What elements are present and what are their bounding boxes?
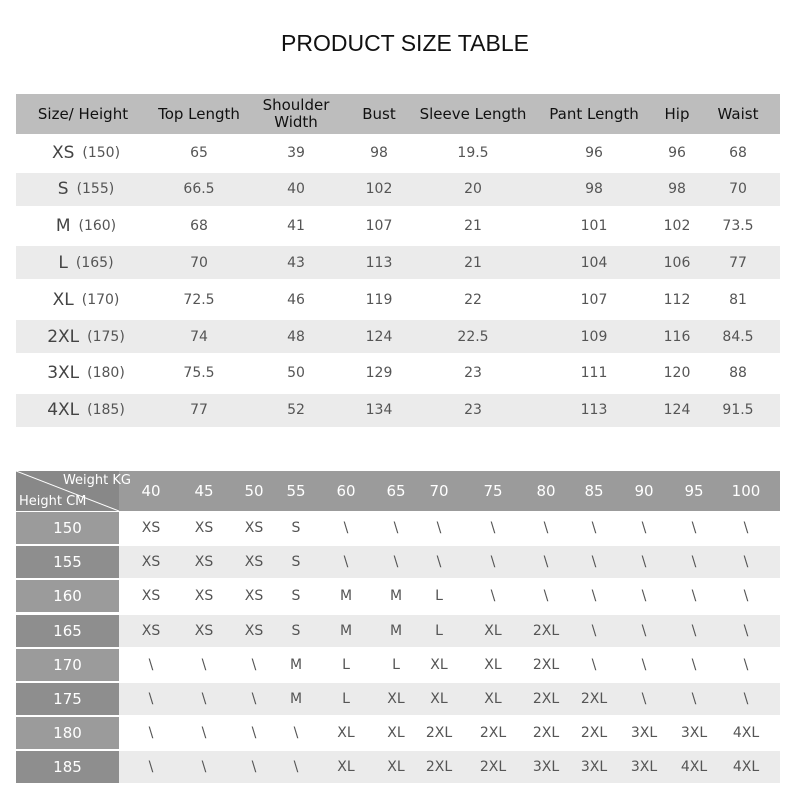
size-cell: \	[591, 520, 597, 536]
table-row	[16, 173, 780, 206]
size-cell: \	[490, 520, 496, 536]
size-name: M	[55, 216, 71, 237]
size-cell: \	[641, 520, 647, 536]
table-row	[16, 717, 780, 749]
weight-column-header: 40	[141, 482, 161, 500]
size-cell: XL	[337, 725, 355, 742]
table-cell: 46	[287, 291, 305, 308]
table-row	[16, 512, 780, 544]
size-cell: XS	[244, 520, 264, 536]
table-cell: 109	[580, 328, 608, 345]
size-cell: \	[691, 691, 697, 707]
weight-column-header: 65	[386, 482, 406, 500]
table-cell: 101	[580, 218, 608, 235]
size-cell: XS	[194, 622, 214, 639]
size-cell: 3XL	[630, 725, 658, 742]
size-cell: \	[201, 725, 207, 742]
size-cell: \	[148, 759, 154, 776]
size-cell: 3XL	[630, 759, 658, 776]
table-cell: 112	[663, 291, 691, 308]
weight-column-header: 55	[286, 482, 306, 500]
size-height: (175)	[87, 328, 125, 345]
table-cell: 84.5	[722, 328, 754, 345]
size-cell: S	[291, 520, 301, 536]
table-row	[16, 136, 780, 169]
weight-column-header: 80	[536, 482, 556, 500]
size-cell: \	[691, 520, 697, 536]
table-cell: 98	[370, 144, 388, 161]
size-cell: \	[490, 554, 496, 571]
size-cell: \	[201, 691, 207, 707]
size-cell: 2XL	[479, 725, 507, 742]
table-row	[16, 320, 780, 353]
height-row-header: 185	[16, 751, 119, 783]
table-cell: 72.5	[183, 291, 215, 308]
size-cell: \	[641, 622, 647, 639]
size-height: (170)	[81, 291, 120, 308]
size-cell: XS	[194, 588, 214, 605]
height-row-header: 180	[16, 717, 119, 749]
table-cell: 124	[663, 402, 691, 419]
table-cell: 21	[464, 254, 482, 271]
size-cell: L	[392, 656, 400, 673]
size-cell: L	[435, 622, 443, 639]
size-cell: 4XL	[732, 759, 760, 776]
height-row-header: 170	[16, 649, 119, 681]
size-cell: \	[591, 622, 597, 639]
size-cell: \	[343, 554, 349, 571]
table-row	[16, 210, 780, 243]
size-cell: XL	[337, 759, 355, 776]
size-cell: 2XL	[532, 622, 560, 639]
size-cell: \	[148, 725, 154, 742]
table-cell: 75.5	[183, 365, 215, 382]
size-cell: \	[743, 656, 749, 673]
size-cell: 2XL	[425, 725, 453, 742]
size-cell: XL	[484, 691, 502, 707]
size-label-cell	[16, 394, 156, 427]
column-header: Hip	[664, 104, 690, 123]
size-cell: XL	[484, 622, 502, 639]
size-name: XL	[52, 289, 74, 310]
size-name: S	[57, 179, 69, 200]
size-cell: 2XL	[580, 725, 608, 742]
size-height: (185)	[87, 402, 125, 419]
height-row-header: 175	[16, 683, 119, 715]
table-cell: 68	[190, 218, 208, 235]
size-cell: XL	[387, 691, 405, 707]
table-row	[16, 546, 780, 578]
size-cell: M	[339, 622, 353, 639]
size-cell: \	[343, 520, 349, 536]
size-cell: 2XL	[532, 656, 560, 673]
weight-column-header: 50	[244, 482, 264, 500]
size-cell: \	[436, 554, 442, 571]
table-cell: 68	[729, 144, 747, 161]
size-cell: \	[591, 656, 597, 673]
size-label-cell	[16, 173, 156, 206]
size-cell: \	[293, 759, 299, 776]
size-name: 4XL	[47, 400, 80, 421]
size-cell: S	[291, 554, 301, 571]
size-cell: \	[743, 622, 749, 639]
table-cell: 81	[729, 291, 747, 308]
table-cell: 96	[585, 144, 603, 161]
table-cell: 70	[729, 181, 747, 198]
table-cell: 66.5	[183, 181, 215, 198]
size-height: (160)	[78, 218, 117, 235]
size-name: L	[58, 252, 68, 273]
table-cell: 107	[580, 291, 608, 308]
table-cell: 22.5	[457, 328, 489, 345]
table-cell: 40	[287, 181, 305, 198]
size-cell: 2XL	[580, 691, 608, 707]
size-cell: S	[291, 588, 301, 605]
size-cell: XS	[141, 588, 161, 605]
size-cell: \	[490, 588, 496, 605]
size-cell: \	[251, 759, 257, 776]
size-cell: \	[641, 656, 647, 673]
size-cell: \	[436, 520, 442, 536]
height-axis-label: Height CM	[19, 494, 87, 509]
column-header: Shoulder Width	[262, 96, 330, 131]
column-header: Bust	[362, 104, 396, 123]
table-cell: 22	[464, 291, 482, 308]
table-row	[16, 580, 780, 612]
size-cell: XS	[244, 554, 264, 571]
size-cell: 3XL	[680, 725, 708, 742]
weight-column-header: 95	[684, 482, 704, 500]
size-cell: S	[291, 622, 301, 639]
size-cell: XL	[430, 691, 448, 707]
table-row	[16, 683, 780, 715]
table-row	[16, 394, 780, 427]
size-cell: XL	[387, 725, 405, 742]
column-header: Pant Length	[549, 104, 639, 123]
size-cell: \	[641, 588, 647, 605]
size-cell: XS	[141, 622, 161, 639]
size-cell: \	[148, 656, 154, 673]
table-row	[16, 246, 780, 279]
size-cell: XS	[244, 622, 264, 639]
column-header: Size/ Height	[37, 104, 129, 123]
size-cell: 2XL	[425, 759, 453, 776]
weight-column-header: 90	[634, 482, 654, 500]
table-cell: 106	[663, 254, 691, 271]
table-cell: 41	[287, 218, 305, 235]
table-cell: 104	[580, 254, 608, 271]
size-cell: \	[251, 656, 257, 673]
table-cell: 129	[365, 365, 393, 382]
size-height: (180)	[87, 365, 125, 382]
size-cell: \	[393, 554, 399, 571]
size-name: XS	[51, 142, 75, 163]
size-cell: \	[201, 656, 207, 673]
size-cell: \	[201, 759, 207, 776]
size-cell: \	[743, 588, 749, 605]
page-title: PRODUCT SIZE TABLE	[281, 30, 529, 56]
size-cell: XS	[244, 588, 264, 605]
table-row	[16, 649, 780, 681]
size-cell: 2XL	[532, 725, 560, 742]
weight-column-header: 70	[429, 482, 449, 500]
table-cell: 102	[663, 218, 691, 235]
table-cell: 119	[365, 291, 393, 308]
size-cell: M	[389, 588, 403, 605]
weight-column-header: 100	[731, 482, 761, 500]
size-cell: 3XL	[532, 759, 560, 776]
size-cell: \	[641, 691, 647, 707]
size-cell: M	[389, 622, 403, 639]
size-cell: M	[289, 656, 303, 673]
size-cell: \	[743, 691, 749, 707]
table-cell: 98	[585, 181, 603, 198]
height-row-header: 160	[16, 580, 119, 612]
weight-column-header: 45	[194, 482, 214, 500]
table-cell: 50	[287, 365, 305, 382]
size-cell: L	[342, 656, 350, 673]
size-cell: \	[543, 588, 549, 605]
table-cell: 20	[464, 181, 482, 198]
size-name: 3XL	[47, 363, 80, 384]
table-cell: 113	[365, 254, 393, 271]
size-cell: L	[342, 691, 350, 707]
size-cell: XS	[194, 554, 214, 571]
size-cell: XL	[484, 656, 502, 673]
size-cell: \	[543, 520, 549, 536]
weight-column-header: 85	[584, 482, 604, 500]
size-cell: \	[393, 520, 399, 536]
table-cell: 52	[287, 402, 305, 419]
size-height: (165)	[75, 254, 114, 271]
table-row	[16, 283, 780, 316]
table-cell: 23	[464, 402, 482, 419]
size-height: (150)	[82, 144, 121, 161]
size-cell: \	[691, 588, 697, 605]
table-cell: 134	[365, 402, 393, 419]
size-cell: XS	[141, 520, 161, 536]
table-row	[16, 751, 780, 783]
size-name: 2XL	[47, 326, 80, 347]
height-row-header: 150	[16, 512, 119, 544]
weight-column-header: 75	[483, 482, 503, 500]
table-cell: 70	[190, 254, 208, 271]
height-row-header: 165	[16, 615, 119, 647]
size-cell: \	[251, 725, 257, 742]
size-cell: XL	[387, 759, 405, 776]
weight-column-header: 60	[336, 482, 356, 500]
size-height: (155)	[76, 181, 115, 198]
table-cell: 96	[668, 144, 686, 161]
size-label-cell	[16, 210, 156, 243]
size-cell: 4XL	[732, 725, 760, 742]
size-cell: 4XL	[680, 759, 708, 776]
size-cell: \	[641, 554, 647, 571]
table-cell: 21	[464, 218, 482, 235]
table-row	[16, 615, 780, 647]
size-cell: \	[148, 691, 154, 707]
table-cell: 120	[663, 365, 691, 382]
size-cell: XS	[141, 554, 161, 571]
size-cell: \	[543, 554, 549, 571]
size-cell: \	[251, 691, 257, 707]
table-cell: 65	[190, 144, 208, 161]
size-cell: \	[691, 656, 697, 673]
column-header: Top Length	[158, 104, 240, 123]
size-cell: \	[743, 554, 749, 571]
size-cell: M	[289, 691, 303, 707]
table-cell: 39	[287, 144, 305, 161]
size-label-cell	[16, 246, 156, 279]
size-cell: \	[691, 622, 697, 639]
size-cell: L	[435, 588, 443, 605]
table-cell: 48	[287, 328, 305, 345]
table-cell: 124	[365, 328, 393, 345]
table-cell: 19.5	[457, 144, 489, 161]
size-label-cell	[16, 320, 156, 353]
table-cell: 107	[365, 218, 393, 235]
size-cell: XS	[194, 520, 214, 536]
size-cell: 2XL	[532, 691, 560, 707]
size-cell: XL	[430, 656, 448, 673]
table-cell: 98	[668, 181, 686, 198]
size-cell: \	[591, 588, 597, 605]
height-row-header: 155	[16, 546, 119, 578]
table-cell: 77	[190, 402, 208, 419]
table-cell: 102	[365, 181, 393, 198]
size-table-header	[16, 94, 780, 134]
table-corner-cell	[16, 471, 131, 511]
table-cell: 73.5	[722, 218, 754, 235]
table-cell: 91.5	[722, 402, 754, 419]
table-cell: 74	[190, 328, 208, 345]
size-label-cell	[16, 136, 156, 169]
size-cell: \	[293, 725, 299, 742]
size-cell: M	[339, 588, 353, 605]
size-cell: 3XL	[580, 759, 608, 776]
weight-header-row	[16, 471, 780, 511]
table-cell: 113	[580, 402, 608, 419]
table-cell: 43	[287, 254, 305, 271]
size-label-cell	[16, 283, 156, 316]
size-cell: 2XL	[479, 759, 507, 776]
table-row	[16, 357, 780, 390]
table-cell: 88	[729, 365, 747, 382]
table-cell: 111	[580, 365, 608, 382]
size-cell: \	[691, 554, 697, 571]
table-cell: 116	[663, 328, 691, 345]
column-header: Waist	[717, 104, 759, 123]
table-cell: 77	[729, 254, 747, 271]
size-label-cell	[16, 357, 156, 390]
table-cell: 23	[464, 365, 482, 382]
size-cell: \	[591, 554, 597, 571]
weight-axis-label: Weight KG	[62, 473, 131, 488]
size-cell: \	[743, 520, 749, 536]
column-header: Sleeve Length	[419, 104, 527, 123]
